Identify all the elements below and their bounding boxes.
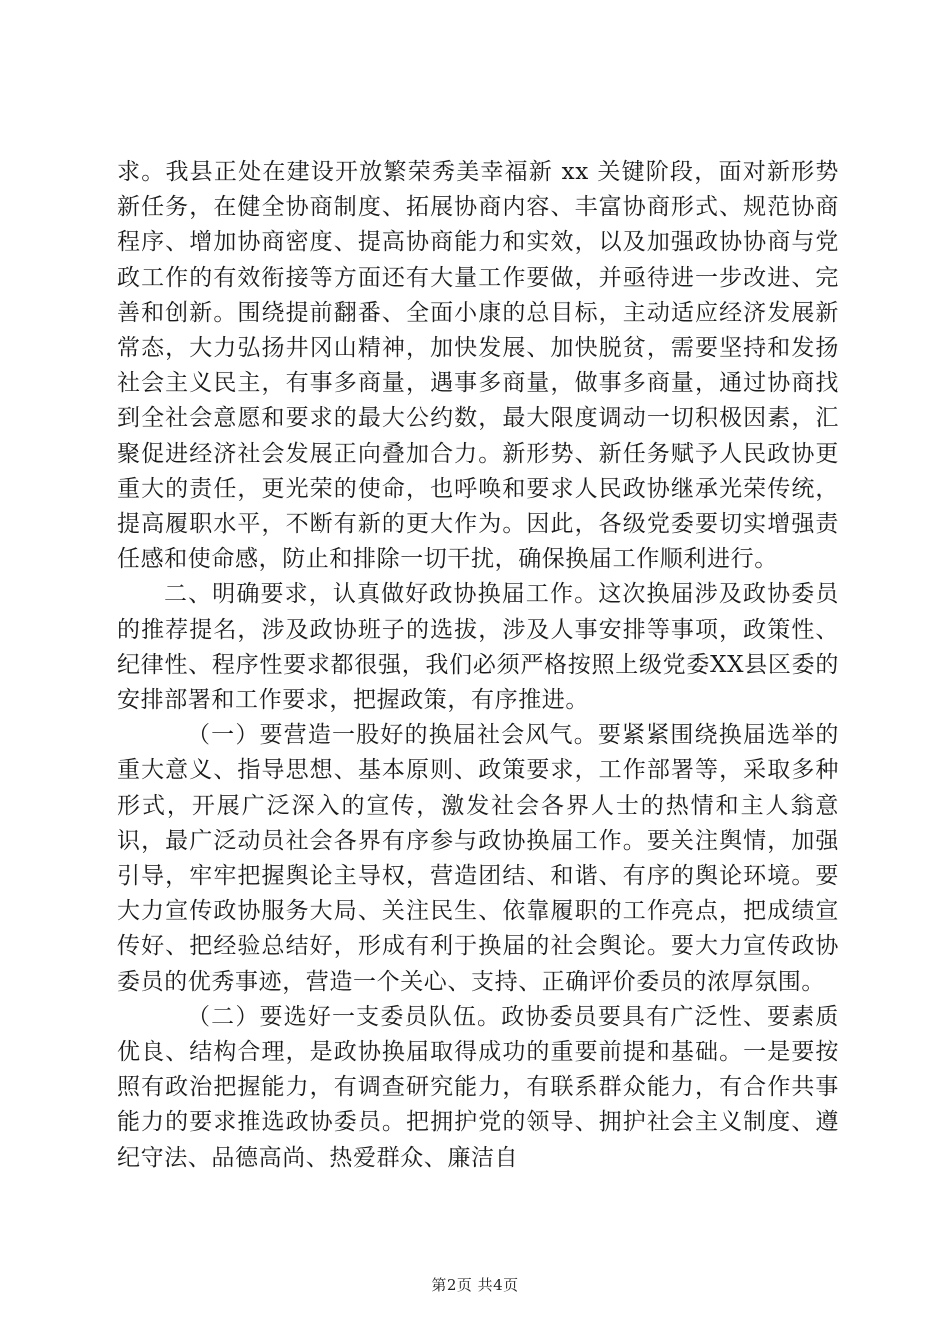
paragraph-continuation: 求。我县正处在建设开放繁荣秀美幸福新 xx 关键阶段，面对新形势新任务，在健全协商制度、拓展协商内容、丰富协商形式、规范协商程序、增加协商密度、提高协商能力和实效，以及加强政协协商与党政工作的有效衔接等方面还有大量工作要做，并亟待进一步改进、完善和创新。围绕提前翻番、全面小康的总目标，主动适应经济发展新常态，大力弘扬井冈山精神，加快发展、加快脱贫，需要坚持和发扬社会主义民主，有事多商量，遇事多商量，做事多商量，通过协商找到全社会意愿和要求的最大公约数，最大限度调动一切积极因素，汇聚促进经济社会发展正向叠加合力。新形势、新任务赋予人民政协更重大的责任，更光荣的使命，也呼唤和要求人民政协继承光荣传统，提高履职水平，不断有新的更大作为。因此，各级党委要切实增强责任感和使命感，防止和排除一切干扰，确保换届工作顺利进行。 xyxy=(117,159,839,573)
paragraph-item-two: （二）要选好一支委员队伍。政协委员要具有广泛性、要素质优良、结构合理，是政协换届取得成功的重要前提和基础。一是要按照有政治把握能力，有调查研究能力，有联系群众能力，有合作共事能力的要求推选政协委员。把拥护党的领导、拥护社会主义制度、遵纪守法、品德高尚、热爱群众、廉洁自 xyxy=(117,1003,839,1171)
page-footer: 第2页 共4页 xyxy=(431,1276,519,1294)
paragraph-section-two: 二、明确要求，认真做好政协换届工作。这次换届涉及政协委员的推荐提名，涉及政协班子的选拔，涉及人事安排等事项，政策性、纪律性、程序性要求都很强，我们必须严格按照上级党委XX县区委的安排部署和工作要求，把握政策，有序推进。 xyxy=(117,581,839,714)
document-body xyxy=(117,155,839,1176)
paragraph-item-one: （一）要营造一股好的换届社会风气。要紧紧围绕换届选举的重大意义、指导思想、基本原则、政策要求，工作部署等，采取多种形式，开展广泛深入的宣传，激发社会各界人士的热情和主人翁意识，最广泛动员社会各界有序参与政协换届工作。要关注舆情，加强引导，牢牢把握舆论主导权，营造团结、和谐、有序的舆论环境。要大力宣传政协服务大局、关注民生、依靠履职的工作亮点，把成绩宣传好、把经验总结好，形成有利于换届的社会舆论。要大力宣传政协委员的优秀事迹，营造一个关心、支持、正确评价委员的浓厚氛围。 xyxy=(117,722,839,995)
